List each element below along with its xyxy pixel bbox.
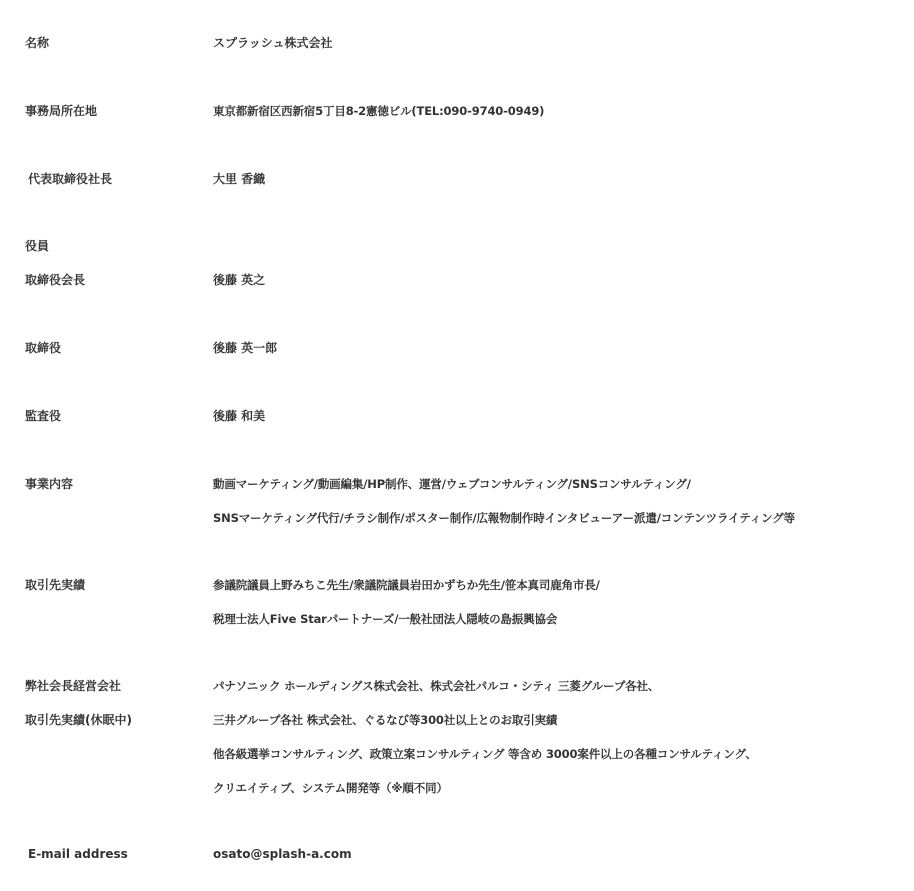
affiliate-line: 他各級選挙コンサルティング、政策立案コンサルティング 等含め 3000案件以上の各種コンサルティング、 — [213, 747, 757, 761]
email-value[interactable]: osato@splash-a.com — [213, 847, 352, 861]
director-value: 後藤 英一郎 — [213, 341, 278, 355]
affiliate-line: 三井グループ各社 株式会社、ぐるなび等300社以上とのお取引実績 — [213, 713, 558, 727]
chairman-label: 取締役会長 — [25, 273, 86, 287]
director-label: 取締役 — [25, 341, 62, 355]
office-label: 事務局所在地 — [25, 104, 98, 118]
chairman-value: 後藤 英之 — [213, 273, 266, 287]
office-value: 東京都新宿区西新宿5丁目8-2憲徳ビル(TEL:090-9740-0949) — [213, 104, 545, 118]
affiliate-label-sub: 取引先実績(休眠中) — [25, 713, 132, 727]
business-line: 動画マーケティング/動画編集/HP制作、運営/ウェブコンサルティング/SNSコンサルティング/ — [213, 477, 691, 491]
name-label: 名称 — [25, 36, 50, 50]
clients-label: 取引先実績 — [25, 578, 86, 592]
name-value: スプラッシュ株式会社 — [213, 36, 333, 50]
email-label: E-mail address — [28, 847, 128, 861]
officers-label: 役員 — [25, 239, 50, 253]
auditor-label: 監査役 — [25, 409, 62, 423]
ceo-value: 大里 香織 — [213, 172, 266, 186]
affiliate-label: 弊社会長経営会社 — [25, 679, 122, 693]
business-label: 事業内容 — [25, 477, 74, 491]
clients-line: 税理士法人Five Starパートナーズ/一般社団法人隠岐の島振興協会 — [213, 612, 558, 626]
affiliate-line: クリエイティブ、システム開発等（※順不同） — [213, 781, 448, 795]
business-line: SNSマーケティング代行/チラシ制作/ポスター制作/広報物制作時インタビューアー派遣/コンテンツライティング等 — [213, 511, 795, 525]
ceo-label: 代表取締役社長 — [28, 172, 113, 186]
auditor-value: 後藤 和美 — [213, 409, 266, 423]
affiliate-line: パナソニック ホールディングス株式会社、株式会社パルコ・シティ 三菱グループ各社、 — [213, 679, 660, 693]
clients-line: 参議院議員上野みちこ先生/衆議院議員岩田かずちか先生/笹本真司鹿角市長/ — [213, 578, 600, 592]
